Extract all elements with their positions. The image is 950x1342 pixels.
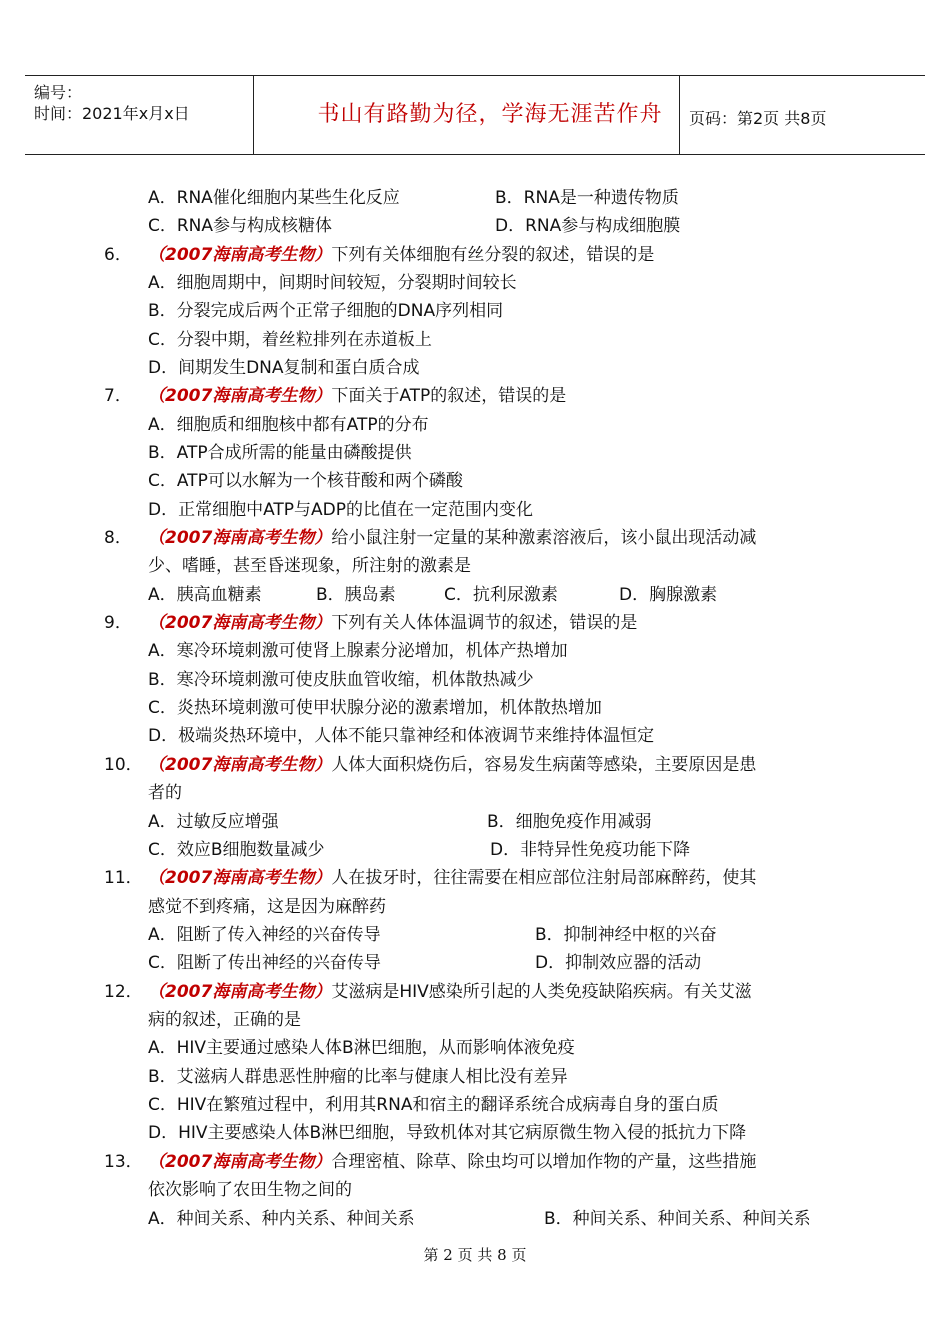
line-text: B．种间关系、种间关系、种间关系 xyxy=(544,1209,811,1229)
line-text: C．炎热环境刺激可使甲状腺分泌的激素增加，机体散热增加 xyxy=(148,698,602,718)
question-stem xyxy=(148,611,637,635)
question-number: 10． xyxy=(104,755,143,775)
text-line xyxy=(148,724,654,748)
question-stem xyxy=(148,243,654,267)
text-line xyxy=(148,1065,568,1089)
text-line xyxy=(148,441,412,465)
line-text: C．效应B细胞数量减少 xyxy=(148,840,325,860)
text-line xyxy=(148,668,534,692)
line-text: A．HIV主要通过感染人体B淋巴细胞，从而影响体液免疫 xyxy=(148,1038,575,1058)
line-text: D．HIV主要感染人体B淋巴细胞，导致机体对其它病原微生物入侵的抵抗力下降 xyxy=(148,1123,747,1143)
text-line xyxy=(148,639,568,663)
line-text: D．抑制效应器的活动 xyxy=(535,953,702,973)
line-text: B．RNA是一种遗传物质 xyxy=(495,188,679,208)
line-text: A．细胞周期中，间期时间较短，分裂期时间较长 xyxy=(148,273,517,293)
line-text: 合理密植、除草、除虫均可以增加作物的产量，这些措施 xyxy=(331,1152,757,1172)
text-line xyxy=(148,413,429,437)
line-text: D．正常细胞中ATP与ADP的比值在一定范围内变化 xyxy=(148,500,534,520)
text-line xyxy=(148,356,420,380)
text-line xyxy=(535,951,701,975)
line-text: A．细胞质和细胞核中都有ATP的分布 xyxy=(148,415,429,435)
header-bottom-rule xyxy=(25,154,925,155)
text-line xyxy=(148,498,533,522)
question-source: （2007海南高考生物） xyxy=(148,982,332,1002)
line-text: B．ATP合成所需的能量由磷酸提供 xyxy=(148,443,412,463)
text-line xyxy=(148,328,432,352)
line-text: 下列有关体细胞有丝分裂的叙述，错误的是 xyxy=(331,245,655,265)
question-number: 8． xyxy=(104,528,132,548)
line-text: 艾滋病是HIV感染所引起的人类免疫缺陷疾病。有关艾滋 xyxy=(331,982,752,1002)
line-text: A．阻断了传入神经的兴奋传导 xyxy=(148,925,381,945)
header-top-rule xyxy=(25,75,925,76)
line-text: 少、嗜睡，甚至昏迷现象，所注射的激素是 xyxy=(148,556,471,576)
line-text: C．HIV在繁殖过程中，利用其RNA和宿主的翻译系统合成病毒自身的蛋白质 xyxy=(148,1095,719,1115)
question-source: （2007海南高考生物） xyxy=(148,528,332,548)
text-line xyxy=(619,583,717,607)
text-line xyxy=(148,810,279,834)
line-text: 者的 xyxy=(148,783,182,803)
text-line xyxy=(148,186,400,210)
question-stem xyxy=(148,753,756,777)
text-line xyxy=(148,923,381,947)
text-line xyxy=(148,1207,415,1231)
text-line xyxy=(148,781,182,805)
question-stem xyxy=(148,866,756,890)
text-line xyxy=(148,696,602,720)
line-text: B．艾滋病人群患恶性肿瘤的比率与健康人相比没有差异 xyxy=(148,1067,568,1087)
line-text: B．细胞免疫作用减弱 xyxy=(487,812,652,832)
line-text: 依次影响了农田生物之间的 xyxy=(148,1180,352,1200)
line-text: A．过敏反应增强 xyxy=(148,812,279,832)
line-text: 感觉不到疼痛，这是因为麻醉药 xyxy=(148,897,386,917)
line-text: 人在拔牙时，往往需要在相应部位注射局部麻醉药，使其 xyxy=(331,868,757,888)
line-text: 给小鼠注射一定量的某种激素溶液后，该小鼠出现活动减 xyxy=(331,528,757,548)
line-text: D．胸腺激素 xyxy=(619,585,718,605)
line-text: C．ATP可以水解为一个核苷酸和两个磷酸 xyxy=(148,471,463,491)
header-page-info: 页码：第2页 共8页 xyxy=(689,109,827,128)
header-divider-left xyxy=(253,75,254,155)
question-source: （2007海南高考生物） xyxy=(148,245,332,265)
text-line xyxy=(148,1121,746,1145)
line-text: 下面关于ATP的叙述，错误的是 xyxy=(331,386,567,406)
text-line xyxy=(148,951,381,975)
question-stem xyxy=(148,384,566,408)
line-text: A．种间关系、种内关系、种间关系 xyxy=(148,1209,415,1229)
line-text: B．分裂完成后两个正常子细胞的DNA序列相同 xyxy=(148,301,504,321)
doc-number-label: 编号： xyxy=(34,83,83,102)
question-source: （2007海南高考生物） xyxy=(148,755,332,775)
text-line xyxy=(444,583,558,607)
line-text: 人体大面积烧伤后，容易发生病菌等感染，主要原因是患 xyxy=(331,755,757,775)
line-text: A．RNA催化细胞内某些生化反应 xyxy=(148,188,400,208)
text-line xyxy=(316,583,396,607)
text-line xyxy=(148,214,332,238)
text-line xyxy=(487,810,652,834)
question-number: 11． xyxy=(104,868,143,888)
line-text: C．分裂中期，着丝粒排列在赤道板上 xyxy=(148,330,432,350)
text-line xyxy=(148,1008,301,1032)
page-header xyxy=(25,75,925,155)
line-text: D．RNA参与构成细胞膜 xyxy=(495,216,681,236)
line-text: B．胰岛素 xyxy=(316,585,396,605)
question-stem xyxy=(148,980,752,1004)
line-text: B．寒冷环境刺激可使皮肤血管收缩，机体散热减少 xyxy=(148,670,534,690)
text-line xyxy=(148,895,386,919)
text-line xyxy=(148,1178,352,1202)
question-stem xyxy=(148,526,756,550)
line-text: D．非特异性免疫功能下降 xyxy=(490,840,691,860)
question-source: （2007海南高考生物） xyxy=(148,1152,332,1172)
line-text: C．RNA参与构成核糖体 xyxy=(148,216,333,236)
line-text: D．间期发生DNA复制和蛋白质合成 xyxy=(148,358,420,378)
line-text: D．极端炎热环境中，人体不能只靠神经和体液调节来维持体温恒定 xyxy=(148,726,655,746)
text-line xyxy=(148,838,325,862)
text-line xyxy=(148,271,517,295)
text-line xyxy=(148,1036,575,1060)
text-line xyxy=(148,1093,718,1117)
question-stem xyxy=(148,1150,756,1174)
question-number: 7． xyxy=(104,386,132,406)
line-text: 病的叙述，正确的是 xyxy=(148,1010,301,1030)
question-source: （2007海南高考生物） xyxy=(148,613,332,633)
text-line xyxy=(148,583,262,607)
question-number: 13． xyxy=(104,1152,143,1172)
text-line xyxy=(495,214,680,238)
line-text: C．阻断了传出神经的兴奋传导 xyxy=(148,953,381,973)
text-line xyxy=(544,1207,811,1231)
line-text: C．抗利尿激素 xyxy=(444,585,558,605)
question-number: 12． xyxy=(104,982,143,1002)
question-number: 6． xyxy=(104,245,132,265)
text-line xyxy=(535,923,717,947)
header-motto: 书山有路勤为径，学海无涯苦作舟 xyxy=(317,102,663,127)
text-line xyxy=(148,469,463,493)
text-line xyxy=(148,299,503,323)
question-source: （2007海南高考生物） xyxy=(148,386,332,406)
line-text: B．抑制神经中枢的兴奋 xyxy=(535,925,717,945)
line-text: A．胰高血糖素 xyxy=(148,585,262,605)
line-text: 下列有关人体体温调节的叙述，错误的是 xyxy=(331,613,638,633)
question-source: （2007海南高考生物） xyxy=(148,868,332,888)
line-text: A．寒冷环境刺激可使肾上腺素分泌增加，机体产热增加 xyxy=(148,641,568,661)
text-line xyxy=(495,186,679,210)
time-label: 时间：2021年x月x日 xyxy=(34,104,190,123)
page-footer: 第 2 页 共 8 页 xyxy=(423,1246,527,1264)
text-line xyxy=(490,838,690,862)
question-number: 9． xyxy=(104,613,132,633)
text-line xyxy=(148,554,471,578)
